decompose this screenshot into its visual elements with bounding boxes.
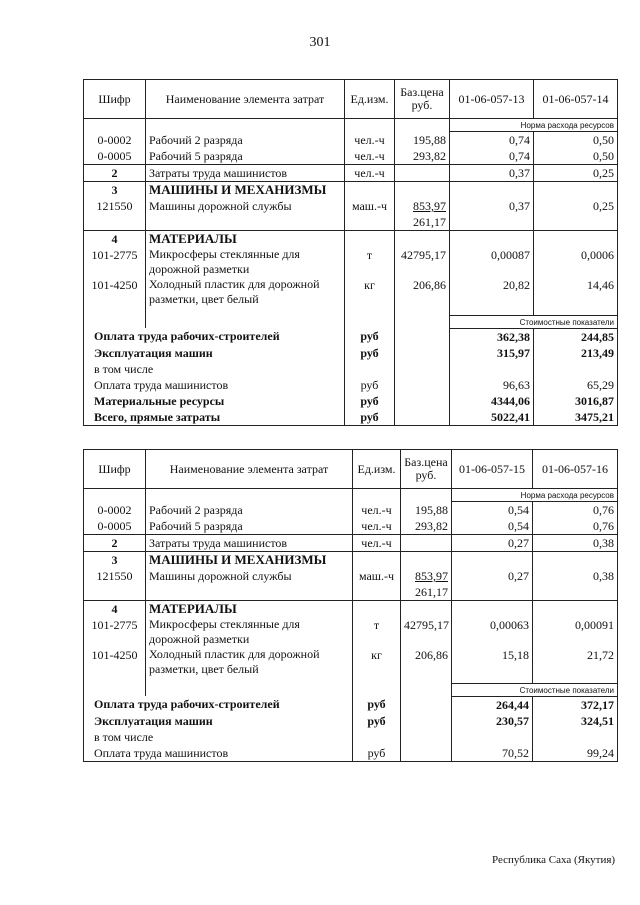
cost-unit: руб bbox=[345, 409, 395, 426]
cost-name: Материальные ресурсы bbox=[84, 393, 345, 409]
cost-value-b: 99,24 bbox=[533, 745, 618, 762]
row-value-a: 0,54 bbox=[452, 502, 533, 519]
cost-row bbox=[84, 328, 618, 345]
row-unit: маш.-ч bbox=[353, 568, 401, 601]
row-value-b: 0,0006 bbox=[534, 247, 618, 277]
row-unit: чел.-ч bbox=[353, 502, 401, 519]
row-value-a: 0,74 bbox=[450, 148, 534, 165]
header-name: Наименование элемента затрат bbox=[146, 450, 353, 489]
cost-value-b: 244,85 bbox=[534, 328, 618, 345]
section-code: 3 bbox=[84, 552, 146, 569]
price-value: 853,97 bbox=[415, 569, 448, 583]
cost-value-b: 65,29 bbox=[534, 377, 618, 393]
cost-name: Эксплуатация машин bbox=[84, 345, 345, 361]
cost-name: Эксплуатация машин bbox=[84, 713, 353, 729]
header-unit: Ед.изм. bbox=[353, 450, 401, 489]
norm-row bbox=[84, 489, 618, 502]
table-row bbox=[84, 502, 618, 519]
row-value-b: 0,50 bbox=[534, 148, 618, 165]
cost-name: в том числе bbox=[84, 361, 345, 377]
row-value-a: 20,82 bbox=[450, 277, 534, 307]
table-row bbox=[84, 568, 618, 601]
cost-label-row bbox=[84, 315, 618, 328]
row-price: 293,82 bbox=[401, 518, 452, 535]
row-name: Машины дорожной службы bbox=[146, 568, 353, 601]
cost-unit: руб bbox=[345, 345, 395, 361]
table-row bbox=[84, 132, 618, 149]
row-name: Затраты труда машинистов bbox=[146, 535, 353, 552]
section-title: МАШИНЫ И МЕХАНИЗМЫ bbox=[146, 552, 353, 569]
row-price: 195,88 bbox=[401, 502, 452, 519]
row-value-b: 0,00091 bbox=[533, 617, 618, 647]
row-unit: чел.-ч bbox=[353, 535, 401, 552]
section-code: 3 bbox=[84, 182, 146, 199]
row-unit: т bbox=[353, 617, 401, 647]
row-code: 101-4250 bbox=[84, 647, 146, 677]
table-row bbox=[84, 148, 618, 165]
norm-label: Норма расхода ресурсов bbox=[452, 489, 618, 502]
row-value-a: 0,00063 bbox=[452, 617, 533, 647]
price-value: 853,97 bbox=[413, 199, 446, 213]
row-unit: т bbox=[345, 247, 395, 277]
cost-name: Оплата труда рабочих-строителей bbox=[84, 696, 353, 713]
row-value-b: 0,50 bbox=[534, 132, 618, 149]
row-unit: чел.-ч bbox=[345, 148, 395, 165]
row-price: 42795,17 bbox=[395, 247, 450, 277]
row-name: Машины дорожной службы bbox=[146, 198, 345, 231]
row-value-a: 0,37 bbox=[450, 165, 534, 182]
cost-row bbox=[84, 409, 618, 426]
table-header-row bbox=[84, 450, 618, 489]
header-code: Шифр bbox=[84, 450, 146, 489]
row-price bbox=[395, 165, 450, 182]
cost-unit: руб bbox=[353, 713, 401, 729]
section-row bbox=[84, 182, 618, 199]
section-title: МАШИНЫ И МЕХАНИЗМЫ bbox=[146, 182, 345, 199]
cost-name: Оплата труда машинистов bbox=[84, 745, 353, 762]
table-row bbox=[84, 647, 618, 677]
cost-value-b: 3475,21 bbox=[534, 409, 618, 426]
table-row bbox=[84, 165, 618, 182]
header-price: Баз.цена руб. bbox=[395, 80, 450, 119]
row-value-b: 0,76 bbox=[533, 502, 618, 519]
row-unit: кг bbox=[345, 277, 395, 307]
row-price: 195,88 bbox=[395, 132, 450, 149]
cost-value-a: 362,38 bbox=[450, 328, 534, 345]
row-code: 101-4250 bbox=[84, 277, 146, 307]
cost-name: Оплата труда машинистов bbox=[84, 377, 345, 393]
header-price: Баз.цена руб. bbox=[401, 450, 452, 489]
cost-name: Оплата труда рабочих-строителей bbox=[84, 328, 345, 345]
row-code: 0-0002 bbox=[84, 502, 146, 519]
row-name: Рабочий 5 разряда bbox=[146, 148, 345, 165]
footer-region: Республика Саха (Якутия) bbox=[492, 854, 616, 866]
table-header-row bbox=[84, 80, 618, 119]
row-code: 101-2775 bbox=[84, 247, 146, 277]
table-row bbox=[84, 247, 618, 277]
section-code: 4 bbox=[84, 231, 146, 248]
norm-label: Норма расхода ресурсов bbox=[450, 119, 618, 132]
header-col-b: 01-06-057-14 bbox=[534, 80, 618, 119]
row-value-b: 21,72 bbox=[533, 647, 618, 677]
cost-value-a: 264,44 bbox=[452, 696, 533, 713]
cost-label: Стоимостные показатели bbox=[452, 683, 618, 696]
row-price bbox=[395, 198, 450, 231]
cost-value-a: 96,63 bbox=[450, 377, 534, 393]
row-name: Затраты труда машинистов bbox=[146, 165, 345, 182]
row-value-b: 0,38 bbox=[533, 535, 618, 552]
row-name: Рабочий 5 разряда bbox=[146, 518, 353, 535]
cost-label: Стоимостные показатели bbox=[450, 315, 618, 328]
row-unit: чел.-ч bbox=[345, 165, 395, 182]
row-price: 206,86 bbox=[395, 277, 450, 307]
row-unit: кг bbox=[353, 647, 401, 677]
row-code: 101-2775 bbox=[84, 617, 146, 647]
row-value-b: 0,25 bbox=[534, 165, 618, 182]
row-value-a: 0,54 bbox=[452, 518, 533, 535]
row-price: 206,86 bbox=[401, 647, 452, 677]
cost-unit: руб bbox=[353, 745, 401, 762]
estimate-table-2 bbox=[83, 449, 618, 762]
cost-row bbox=[84, 377, 618, 393]
row-code: 2 bbox=[84, 165, 146, 182]
page-number: 301 bbox=[309, 35, 331, 50]
section-title: МАТЕРИАЛЫ bbox=[146, 601, 353, 618]
row-name: Микросферы стеклянные для дорожной разметки bbox=[146, 617, 353, 647]
cost-value-a: 70,52 bbox=[452, 745, 533, 762]
cost-row bbox=[84, 729, 618, 745]
cost-label-row bbox=[84, 683, 618, 696]
table-row bbox=[84, 198, 618, 231]
row-code: 0-0002 bbox=[84, 132, 146, 149]
cost-value-a: 4344,06 bbox=[450, 393, 534, 409]
row-name: Холодный пластик для дорожной разметки, цвет белый bbox=[146, 647, 353, 677]
header-code: Шифр bbox=[84, 80, 146, 119]
cost-unit: руб bbox=[345, 377, 395, 393]
estimate-table-1 bbox=[83, 79, 618, 426]
row-value-b: 14,46 bbox=[534, 277, 618, 307]
table-row bbox=[84, 518, 618, 535]
cost-row bbox=[84, 696, 618, 713]
price-secondary: 261,17 bbox=[415, 585, 448, 599]
spacer-row bbox=[84, 307, 618, 315]
row-unit: чел.-ч bbox=[353, 518, 401, 535]
row-name: Рабочий 2 разряда bbox=[146, 132, 345, 149]
row-code: 121550 bbox=[84, 198, 146, 231]
row-value-a: 0,27 bbox=[452, 568, 533, 601]
cost-value-b: 3016,87 bbox=[534, 393, 618, 409]
section-row bbox=[84, 552, 618, 569]
section-row bbox=[84, 231, 618, 248]
norm-row bbox=[84, 119, 618, 132]
cost-value-b: 372,17 bbox=[533, 696, 618, 713]
cost-row bbox=[84, 393, 618, 409]
cost-name: в том числе bbox=[84, 729, 353, 745]
cost-unit: руб bbox=[353, 696, 401, 713]
cost-value-b: 213,49 bbox=[534, 345, 618, 361]
cost-row bbox=[84, 345, 618, 361]
cost-row bbox=[84, 713, 618, 729]
table-row bbox=[84, 535, 618, 552]
header-col-a: 01-06-057-15 bbox=[452, 450, 533, 489]
row-value-b: 0,76 bbox=[533, 518, 618, 535]
row-code: 2 bbox=[84, 535, 146, 552]
header-name: Наименование элемента затрат bbox=[146, 80, 345, 119]
cost-value-a: 230,57 bbox=[452, 713, 533, 729]
row-value-a: 15,18 bbox=[452, 647, 533, 677]
cost-value-b: 324,51 bbox=[533, 713, 618, 729]
cost-row bbox=[84, 361, 618, 377]
header-col-b: 01-06-057-16 bbox=[533, 450, 618, 489]
row-value-a: 0,37 bbox=[450, 198, 534, 231]
table-row bbox=[84, 277, 618, 307]
section-code: 4 bbox=[84, 601, 146, 618]
cost-value-a: 5022,41 bbox=[450, 409, 534, 426]
row-code: 0-0005 bbox=[84, 518, 146, 535]
row-value-a: 0,27 bbox=[452, 535, 533, 552]
row-value-a: 0,74 bbox=[450, 132, 534, 149]
row-value-a: 0,00087 bbox=[450, 247, 534, 277]
section-title: МАТЕРИАЛЫ bbox=[146, 231, 345, 248]
header-col-a: 01-06-057-13 bbox=[450, 80, 534, 119]
row-price: 293,82 bbox=[395, 148, 450, 165]
row-value-b: 0,38 bbox=[533, 568, 618, 601]
cost-unit: руб bbox=[345, 393, 395, 409]
row-name: Холодный пластик для дорожной разметки, цвет белый bbox=[146, 277, 345, 307]
row-price bbox=[401, 568, 452, 601]
header-unit: Ед.изм. bbox=[345, 80, 395, 119]
row-code: 121550 bbox=[84, 568, 146, 601]
row-unit: маш.-ч bbox=[345, 198, 395, 231]
row-unit: чел.-ч bbox=[345, 132, 395, 149]
cost-unit: руб bbox=[345, 328, 395, 345]
row-price: 42795,17 bbox=[401, 617, 452, 647]
row-name: Микросферы стеклянные для дорожной разметки bbox=[146, 247, 345, 277]
table-row bbox=[84, 617, 618, 647]
section-row bbox=[84, 601, 618, 618]
row-code: 0-0005 bbox=[84, 148, 146, 165]
price-secondary: 261,17 bbox=[413, 215, 446, 229]
row-price bbox=[401, 535, 452, 552]
row-value-b: 0,25 bbox=[534, 198, 618, 231]
cost-value-a: 315,97 bbox=[450, 345, 534, 361]
row-name: Рабочий 2 разряда bbox=[146, 502, 353, 519]
cost-row bbox=[84, 745, 618, 762]
cost-name: Всего, прямые затраты bbox=[84, 409, 345, 426]
